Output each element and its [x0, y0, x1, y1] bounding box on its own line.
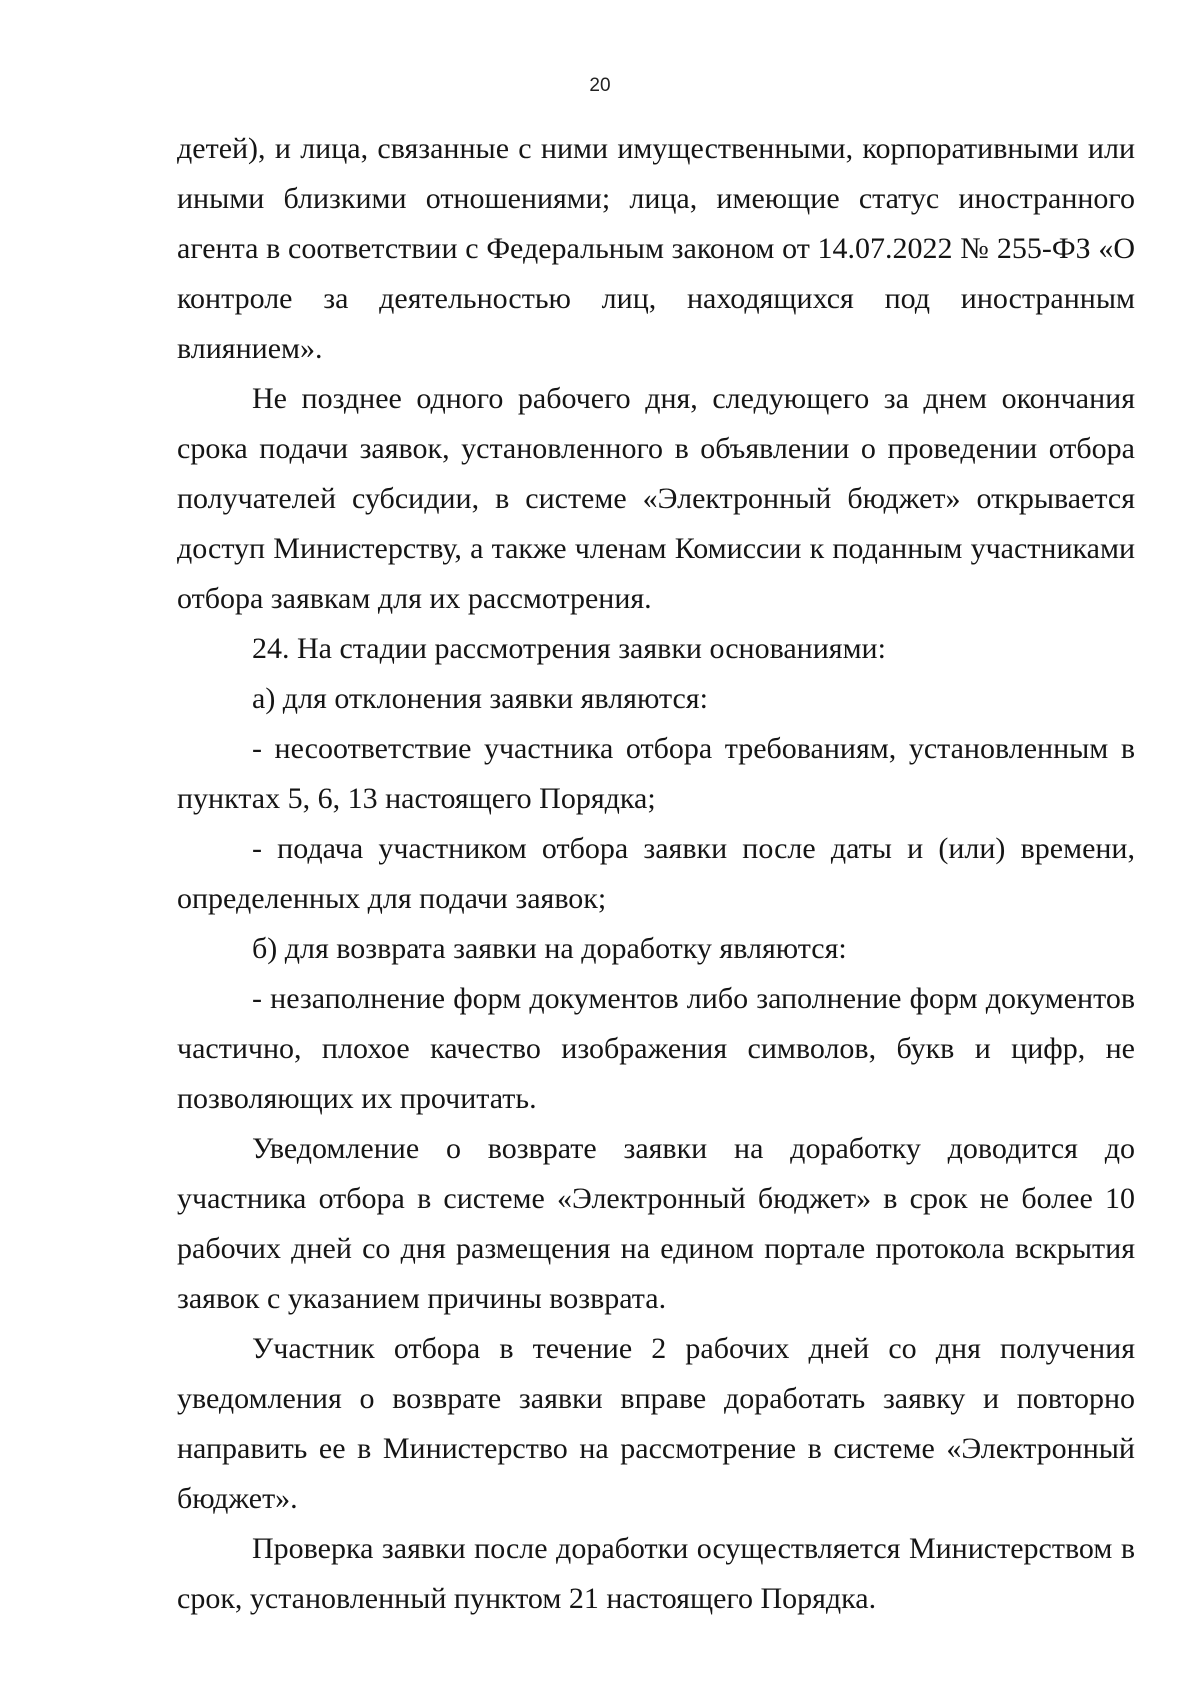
paragraph-item-24: 24. На стадии рассмотрения заявки основаниями:	[252, 632, 886, 665]
paragraph-subitem-b: б) для возврата заявки на доработку являются:	[252, 932, 847, 965]
paragraph-return-notice: Уведомление о возврате заявки на доработку доводится до участника отбора в системе «Электронный бюджет» в срок не более 10 рабочих дней со дня размещения на едином портале протокола вскрытия заявок с указанием причины возврата.	[177, 1132, 1135, 1315]
paragraph-access-opening: Не позднее одного рабочего дня, следующего за днем окончания срока подачи заявок, установленного в объявлении о проведении отбора получателей субсидии, в системе «Электронный бюджет» открывается доступ Министерству, а также членам Комиссии к поданным участниками отбора заявкам для их рассмотрения.	[177, 382, 1135, 615]
paragraph-subitem-a: а) для отклонения заявки являются:	[252, 682, 708, 715]
paragraph-bullet-late-submission: - подача участником отбора заявки после даты и (или) времени, определенных для подачи заявок;	[177, 832, 1135, 915]
paragraph-bullet-incomplete-forms: - незаполнение форм документов либо заполнение форм документов частично, плохое качество изображения символов, букв и цифр, не позволяющих их прочитать.	[177, 982, 1135, 1115]
body-text	[177, 124, 1135, 1624]
paragraph-bullet-noncompliance: - несоответствие участника отбора требованиям, установленным в пунктах 5, 6, 13 настоящего Порядка;	[177, 732, 1135, 815]
paragraph-resubmission: Участник отбора в течение 2 рабочих дней со дня получения уведомления о возврате заявки вправе доработать заявку и повторно направить ее в Министерство на рассмотрение в системе «Электронный бюджет».	[177, 1332, 1135, 1515]
page-number: 20	[589, 75, 611, 96]
paragraph-continuation: детей), и лица, связанные с ними имущественными, корпоративными или иными близкими отношениями; лица, имеющие статус иностранного агента в соответствии с Федеральным законом от 14.07.2022 № 255-ФЗ «О контроле за деятельностью лиц, находящихся под иностранным влиянием».	[177, 132, 1135, 365]
paragraph-recheck: Проверка заявки после доработки осуществляется Министерством в срок, установленный пунктом 21 настоящего Порядка.	[177, 1532, 1135, 1615]
